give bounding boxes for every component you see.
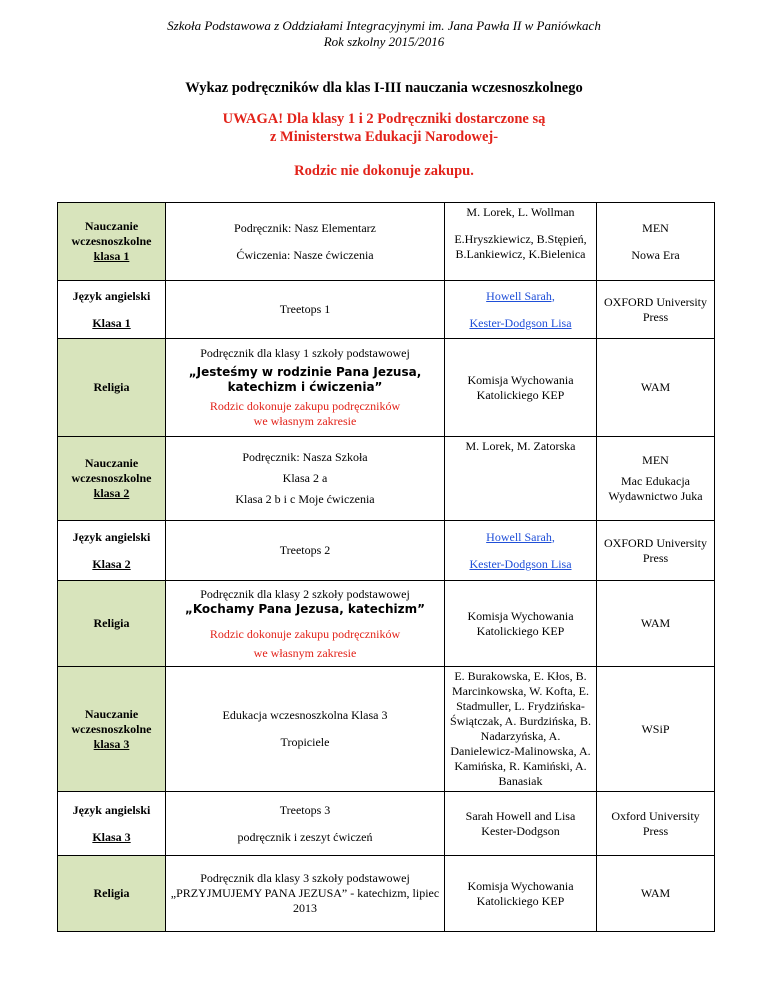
subject-label: Nauczanie <box>84 706 139 721</box>
publisher-name: Mac Edukacja Wydawnictwo Juka <box>608 474 703 503</box>
book-series: Tropiciele <box>280 735 330 749</box>
table-row <box>58 339 715 437</box>
author-names: E. Burakowska, E. Kłos, B. Marcinkowska, W. Kofta, E. Stadmuller, L. Frydzińska- Świątczak, A. Burdzińska, B. Nadarzyńska, A. Danielewicz-Malinowska, A. Kamińska, R. Kamiński, A. Banasiak <box>450 669 591 788</box>
book-title: Treetops 3 <box>279 802 331 817</box>
author-link[interactable]: Howell Sarah, <box>486 288 555 303</box>
book-title: Treetops 2 <box>279 543 331 557</box>
warning-line-3: Rodzic nie dokonuje zakupu. <box>294 163 474 179</box>
author-cell <box>445 667 597 792</box>
author-cell <box>445 792 597 856</box>
school-name: Szkoła Podstawowa z Oddziałami Integracyjnymi im. Jana Pawła II w Paniówkach <box>167 18 601 33</box>
class-label: Klasa 1 <box>92 315 131 330</box>
author-names: M. Lorek, M. Zatorska <box>465 439 576 453</box>
author-cell <box>445 339 597 437</box>
book-title: Podręcznik: Nasza Szkoła <box>242 450 368 464</box>
book-cell <box>166 521 445 581</box>
publisher-name: OXFORD University Press <box>603 294 707 324</box>
subject-label: wczesnoszkolne <box>71 234 152 248</box>
subject-cell <box>58 856 166 932</box>
subject-cell <box>58 521 166 581</box>
author-names: Komisja Wychowania Katolickiego KEP <box>467 608 574 638</box>
book-title: Edukacja wczesnoszkolna Klasa 3 <box>222 708 388 722</box>
author-names: Sarah Howell and Lisa Kester-Dodgson <box>465 808 576 838</box>
publisher-name: Oxford University Press <box>611 808 700 838</box>
purchase-note: Rodzic dokonuje zakupu podręczników <box>209 626 401 641</box>
publisher-cell <box>597 281 715 339</box>
book-cell <box>166 792 445 856</box>
subject-cell <box>58 281 166 339</box>
subject-cell <box>58 339 166 437</box>
subject-label: Religia <box>93 380 130 394</box>
publisher-name: Nowa Era <box>631 247 680 262</box>
workbook-title: Ćwiczenia: Nasze ćwiczenia <box>236 247 374 262</box>
publisher-cell <box>597 581 715 667</box>
publisher-cell <box>597 667 715 792</box>
author-cell <box>445 281 597 339</box>
publisher-name: WAM <box>640 886 671 900</box>
author-cell <box>445 437 597 521</box>
book-subtitle: „Kochamy Pana Jezusa, katechizm” <box>184 601 426 616</box>
class-label: klasa 3 <box>93 736 130 751</box>
book-variant: Klasa 2 a <box>282 471 328 485</box>
publisher-cell <box>597 521 715 581</box>
book-variant: Klasa 2 b i c Moje ćwiczenia <box>235 492 375 506</box>
purchase-note: we własnym zakresie <box>253 414 357 428</box>
book-cell <box>166 581 445 667</box>
author-names: Komisja Wychowania Katolickiego KEP <box>467 878 574 908</box>
book-title: Podręcznik dla klasy 3 szkoły podstawowej „PRZYJMUJEMY PANA JEZUSA” - katechizm, lipiec 2013 <box>170 871 440 915</box>
subject-label: Język angielski <box>72 288 151 303</box>
purchase-note: Rodzic dokonuje zakupu podręczników <box>209 399 401 413</box>
subject-cell <box>58 667 166 792</box>
publisher-name: WSiP <box>641 721 670 736</box>
publisher-cell <box>597 437 715 521</box>
book-cell <box>166 856 445 932</box>
warning-line-2: z Ministerstwa Edukacji Narodowej- <box>269 129 499 145</box>
publisher-name: MEN <box>642 453 669 467</box>
textbook-table <box>57 202 715 932</box>
subject-label: Religia <box>93 886 130 900</box>
book-title: Podręcznik dla klasy 1 szkoły podstawowej <box>200 346 410 360</box>
class-label: Klasa 3 <box>92 829 131 844</box>
class-label: Klasa 2 <box>92 556 131 571</box>
publisher-name: MEN <box>642 220 669 235</box>
class-label: klasa 1 <box>93 249 130 263</box>
subject-label: Nauczanie <box>84 219 139 233</box>
author-names: Komisja Wychowania Katolickiego KEP <box>467 372 574 402</box>
table-row <box>58 856 715 932</box>
publisher-cell <box>597 203 715 281</box>
author-cell <box>445 856 597 932</box>
publisher-name: OXFORD University Press <box>603 535 707 565</box>
table-row <box>58 203 715 281</box>
author-cell <box>445 581 597 667</box>
subject-label: wczesnoszkolne <box>71 471 152 485</box>
book-subtitle: „Jesteśmy w rodzinie Pana Jezusa, katechizm i ćwiczenia” <box>188 365 422 394</box>
publisher-name: WAM <box>640 616 671 630</box>
book-cell <box>166 281 445 339</box>
subject-label: wczesnoszkolne <box>71 721 152 736</box>
subject-label: Nauczanie <box>84 456 139 470</box>
class-label: klasa 2 <box>93 486 130 500</box>
subject-label: Język angielski <box>72 529 151 544</box>
table-row <box>58 581 715 667</box>
author-cell <box>445 203 597 281</box>
subject-cell <box>58 437 166 521</box>
author-link[interactable]: Kester-Dodgson Lisa <box>469 556 572 571</box>
author-cell <box>445 521 597 581</box>
publisher-cell <box>597 792 715 856</box>
subject-cell <box>58 581 166 667</box>
subject-label: Język angielski <box>72 802 151 817</box>
book-description: podręcznik i zeszyt ćwiczeń <box>237 829 373 844</box>
table-row <box>58 792 715 856</box>
book-cell <box>166 203 445 281</box>
author-link[interactable]: Howell Sarah, <box>486 529 555 544</box>
subject-cell <box>58 792 166 856</box>
book-cell <box>166 339 445 437</box>
table-row <box>58 437 715 521</box>
author-names: E.Hryszkiewicz, B.Stępień, B.Lankiewicz, K.Bielenica <box>454 232 587 261</box>
book-title: Treetops 1 <box>279 302 331 316</box>
author-link[interactable]: Kester-Dodgson Lisa <box>469 315 572 330</box>
warning-line-1: UWAGA! Dla klasy 1 i 2 Podręczniki dostarczone są <box>222 111 546 127</box>
document-title: Wykaz podręczników dla klas I-III nauczania wczesnoszkolnego <box>185 80 583 96</box>
book-title: Podręcznik dla klasy 2 szkoły podstawowej <box>200 586 410 601</box>
subject-cell <box>58 203 166 281</box>
table-row <box>58 281 715 339</box>
table-row <box>58 521 715 581</box>
school-year: Rok szkolny 2015/2016 <box>323 34 445 49</box>
publisher-name: WAM <box>640 380 671 394</box>
author-names: M. Lorek, L. Wollman <box>466 205 575 219</box>
publisher-cell <box>597 339 715 437</box>
book-cell <box>166 667 445 792</box>
publisher-cell <box>597 856 715 932</box>
subject-label: Religia <box>93 616 130 630</box>
table-row <box>58 667 715 792</box>
purchase-note: we własnym zakresie <box>253 645 357 660</box>
book-cell <box>166 437 445 521</box>
book-title: Podręcznik: Nasz Elementarz <box>234 220 376 235</box>
